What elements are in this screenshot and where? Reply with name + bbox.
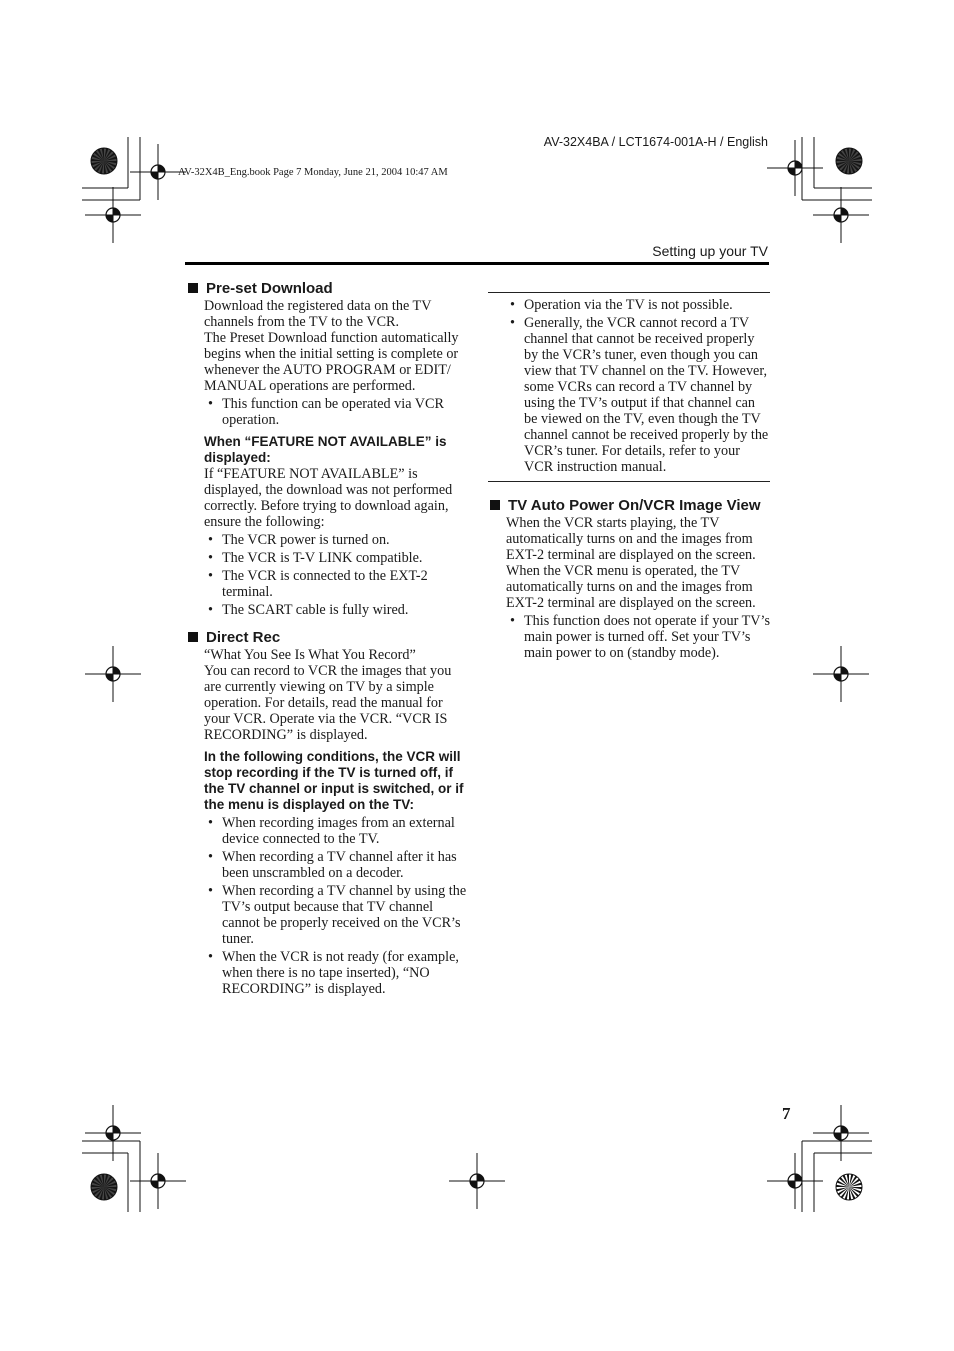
list-item: • When recording a TV channel by using the TV’s output because that TV channel cannot be properly received on the VCR’s tuner.	[222, 883, 468, 947]
right-column	[488, 292, 770, 663]
header-rule	[185, 262, 769, 265]
auto-power-body	[488, 515, 770, 611]
book-info-slug: AV-32X4B_Eng.book Page 7 Monday, June 21, 2004 10:47 AM	[178, 167, 448, 178]
feature-not-available-body	[186, 466, 468, 530]
paragraph: When the VCR menu is operated, the TV automatically turns on and the images from EXT-2 terminal are displayed on the screen.	[506, 563, 756, 611]
list-item: • This function does not operate if your TV’s main power is turned off. Set your TV’s main power to on (standby mode).	[524, 613, 770, 661]
list-item: • When the VCR is not ready (for example, when there is no tape inserted), “NO RECORDING” is displayed.	[222, 949, 468, 997]
paragraph: You can record to VCR the images that you are currently viewing on TV by a simple operation. For details, read the manual for your VCR. Operate via the VCR. “VCR IS RECORDING” is displayed.	[204, 663, 452, 743]
list-item: • The VCR is T-V LINK compatible.	[222, 550, 468, 566]
left-column	[186, 280, 468, 999]
preset-download-heading: Pre-set Download	[186, 280, 468, 297]
list-item: • Generally, the VCR cannot record a TV channel that cannot be received properly by the VCR’s tuner, even though you can view that TV channel on the TV. However, some VCRs can record a TV channel by using the TV’s output if that channel can be viewed on the TV, even though the TV channel cannot be received properly by the VCR’s tuner. For details, refer to your VCR instruction manual.	[524, 315, 770, 475]
paragraph: When the VCR starts playing, the TV automatically turns on and the images from EXT-2 terminal are displayed on the screen.	[506, 515, 756, 563]
auto-power-heading: TV Auto Power On/VCR Image View	[488, 497, 770, 514]
stop-recording-subheading: In the following conditions, the VCR will stop recording if the TV is turned off, if the TV channel or input is switched, or if the menu is displayed on the TV:	[204, 749, 464, 812]
direct-rec-body	[186, 647, 468, 743]
registration-target-icon	[85, 646, 141, 702]
paragraph: “What You See Is What You Record”	[204, 647, 416, 663]
document-id: AV-32X4BA / LCT1674-001A-H / English	[543, 135, 768, 149]
notes-box	[488, 292, 770, 482]
registration-target-icon	[767, 1153, 823, 1209]
registration-target-icon	[813, 646, 869, 702]
registration-target-icon	[813, 187, 869, 243]
paragraph: The Preset Download function automatically begins when the initial setting is complete or whenever the AUTO PROGRAM or EDIT/ MANUAL operations are performed.	[204, 330, 459, 394]
checklist	[186, 532, 468, 618]
star-wheel-icon	[91, 148, 117, 174]
star-wheel-icon	[836, 1174, 862, 1200]
square-bullet-icon	[188, 283, 198, 293]
section-title: Setting up your TV	[652, 243, 768, 259]
feature-not-available-subheading: When “FEATURE NOT AVAILABLE” is displayed:	[204, 434, 447, 465]
square-bullet-icon	[188, 632, 198, 642]
list-item: • The VCR power is turned on.	[222, 532, 468, 548]
list-item: • When recording a TV channel after it has been unscrambled on a decoder.	[222, 849, 468, 881]
registration-target-icon	[130, 1153, 186, 1209]
star-wheel-icon	[91, 1174, 117, 1200]
list-item: • Operation via the TV is not possible.	[524, 297, 770, 313]
direct-rec-heading: Direct Rec	[186, 629, 468, 646]
page-number: 7	[782, 1104, 791, 1123]
star-wheel-icon	[836, 148, 862, 174]
auto-power-note-list	[488, 613, 770, 661]
list-item: • When recording images from an external device connected to the TV.	[222, 815, 468, 847]
paragraph: If “FEATURE NOT AVAILABLE” is displayed, the download was not performed correctly. Before trying to download again, ensure the following:	[204, 466, 453, 530]
list-item: • The SCART cable is fully wired.	[222, 602, 468, 618]
registration-target-icon	[85, 187, 141, 243]
paragraph: Download the registered data on the TV channels from the TV to the VCR.	[204, 298, 432, 330]
list-item: • The VCR is connected to the EXT-2 terminal.	[222, 568, 468, 600]
registration-target-icon	[449, 1153, 505, 1209]
notes-list	[488, 297, 770, 475]
preset-note-list	[186, 396, 468, 428]
square-bullet-icon	[490, 500, 500, 510]
list-item: • This function can be operated via VCR operation.	[222, 396, 468, 428]
conditions-list	[186, 815, 468, 997]
preset-download-body	[186, 298, 468, 394]
